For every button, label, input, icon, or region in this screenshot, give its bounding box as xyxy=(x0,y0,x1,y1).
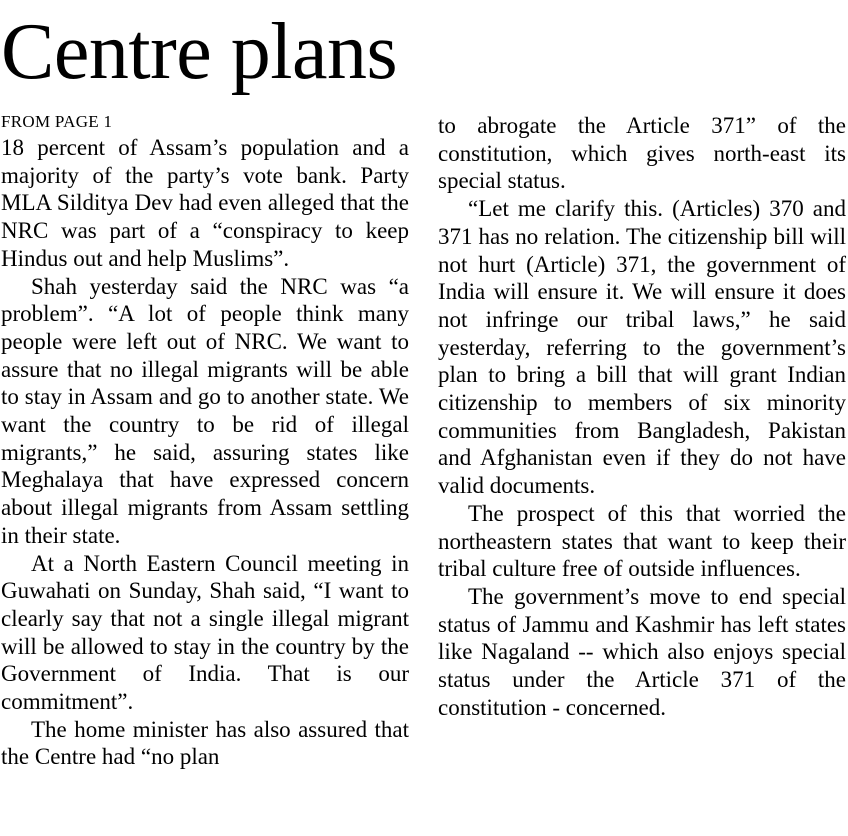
article-column-right xyxy=(438,112,846,721)
article-column-left xyxy=(1,110,409,771)
paragraph: At a North Eastern Council meeting in Guwahati on Sunday, Shah said, “I want to clearly say that not a single illegal migrant will be allowed to stay in the country by the Government of India. That is our commitment”. xyxy=(1,550,409,715)
paragraph: 18 percent of Assam’s population and a majority of the party’s vote bank. Party MLA Silditya Dev had even alleged that the NRC was part of a “conspiracy to keep Hindus out and help Muslims”. xyxy=(1,135,409,271)
paragraph: to abrogate the Article 371” of the constitution, which gives north-east its special status. xyxy=(438,113,846,194)
paragraph: The prospect of this that worried the northeastern states that want to keep their tribal culture free of outside influences. xyxy=(438,500,846,582)
dateline: FROM PAGE 1 xyxy=(1,112,113,131)
paragraph: The government’s move to end special status of Jammu and Kashmir has left states like Nagaland -- which also enjoys special status under the Article 371 of the constitution - concerned. xyxy=(438,583,846,720)
paragraph: “Let me clarify this. (Articles) 370 and 371 has no relation. The citizenship bill will not hurt (Article) 371, the government of India will ensure it. We will ensure it does not infringe our tribal laws,” he said yesterday, referring to the government’s plan to bring a bill that will grant Indian citizenship to members of six minority communities from Bangladesh, Pakistan and Afghanistan even if they do not have valid documents. xyxy=(438,196,846,499)
headline: Centre plans xyxy=(1,8,398,96)
paragraph: Shah yesterday said the NRC was “a problem”. “A lot of people think many people were left out of NRC. We want to assure that no illegal migrants will be able to stay in Assam and go to another state. We want the country to be rid of illegal migrants,” he said, assuring states like Meghalaya that have expressed concern about illegal migrants from Assam settling in their state. xyxy=(1,273,409,548)
paragraph: The home minister has also assured that the Centre had “no plan xyxy=(1,716,409,770)
